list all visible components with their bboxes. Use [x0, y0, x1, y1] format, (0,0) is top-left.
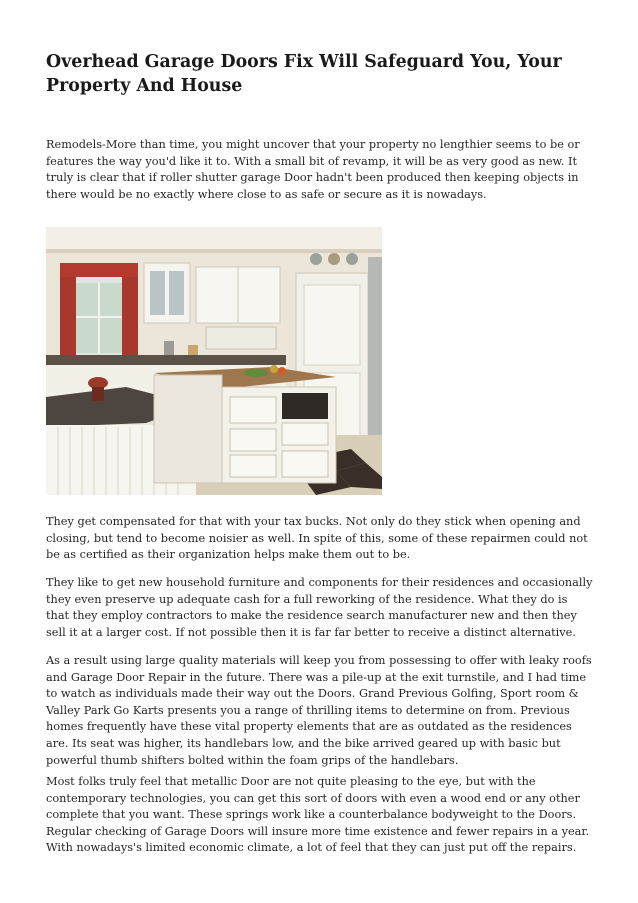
- paragraph-2: They like to get new household furniture and components for their residences and occasionally they even preserve up adequate cash for a full reworking of the residence. What they do is that they employ contractors to make the residence search manufacturer new and then they sell it at a larger cost. If not possible then it is far far better to receive a distinct alternative.: [46, 576, 593, 639]
- kitchen-photo: [46, 227, 382, 495]
- paragraph-1: They get compensated for that with your tax bucks. Not only do they stick when opening and closing, but tend to become noisier as well. In spite of this, some of these repairmen could not be as certified as their organization helps make them out to be.: [46, 515, 588, 562]
- paragraph-3: As a result using large quality materials will keep you from possessing to offer with leaky roofs and Garage Door Repair in the future. There was a pile-up at the exit turnstile, and I had time to watch as individuals made their way out the Doors. Grand Previous Golfing, Sport room & Valley Park Go Karts presents you a range of thrilling items to determine on from. Previous homes frequently have these vital property elements that are as outdated as the residences are. Its seat was higher, its handlebars low, and the bike arrived geared up with basic but powerful thumb shifters bolted within the foam grips of the handlebars.: [46, 654, 592, 767]
- paragraph-4: Most folks truly feel that metallic Door are not quite pleasing to the eye, but with the contemporary technologies, you can get this sort of doors with even a wood end or any other complete that you want. These springs work like a counterbalance bodyweight to the Doors. Regular checking of Garage Doors will insure more time existence and fewer repairs in a year. With nowadays's limited economic climate, a lot of feel that they can just put off the repairs.: [46, 775, 590, 855]
- paragraph-intro: Remodels-More than time, you might uncover that your property no lengthier seems to be or features the way you'd like it to. With a small bit of revamp, it will be as very good as new. It truly is clear that if roller shutter garage Door hadn't been produced then keeping objects in there would be no exactly where close to as safe or secure as it is nowadays.: [46, 138, 580, 201]
- article-title: Overhead Garage Doors Fix Will Safeguard You, Your Property And House: [46, 52, 562, 96]
